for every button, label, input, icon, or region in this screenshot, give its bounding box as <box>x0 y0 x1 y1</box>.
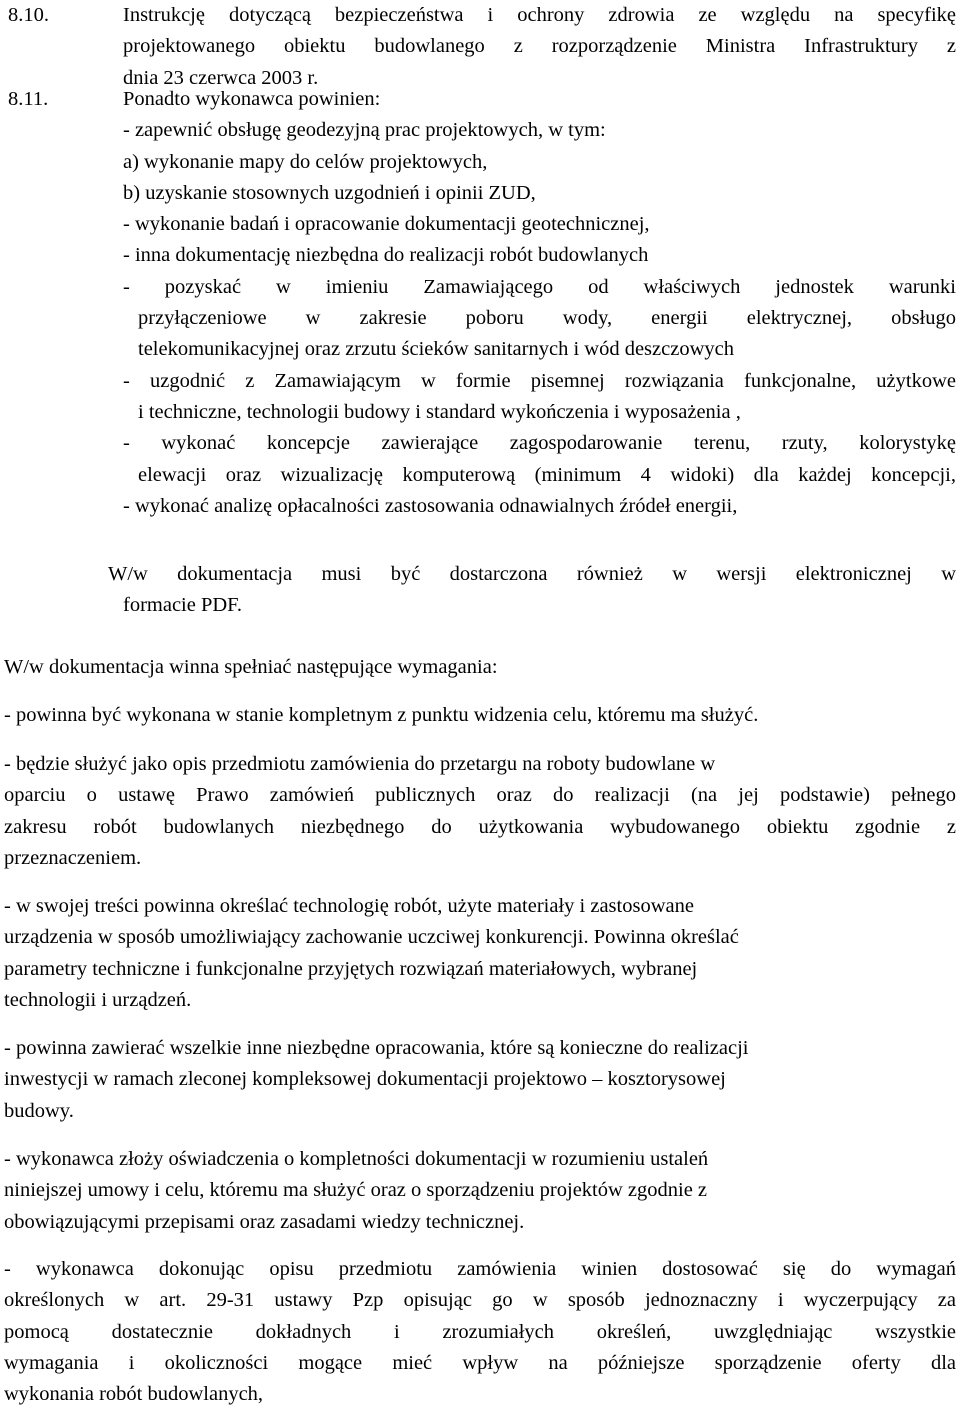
text-line: zakresu robót budowlanych niezbędnego do użytkowania wybudowanego obiektu zgodnie z <box>4 815 956 838</box>
text-line: Instrukcję dotyczącą bezpieczeństwa i ochrony zdrowia ze względu na specyfikę <box>123 4 956 26</box>
text-line: - w swojej treści powinna określać technologię robót, użyte materiały i zastosowane <box>4 895 694 917</box>
text-line: W/w dokumentacja musi być dostarczona również w wersji elektronicznej w <box>108 563 956 585</box>
text-line: wymagania i okoliczności mogące mieć wpływ na późniejsze sporządzenie oferty dla <box>4 1351 956 1374</box>
section-body <box>123 0 956 94</box>
text-line: określonych w art. 29-31 ustawy Pzp opisując go w sposób jednoznaczny i wyczerpujący za <box>4 1289 956 1312</box>
list-item: b) uzyskanie stosownych uzgodnień i opinii ZUD, <box>123 181 536 204</box>
section-8-10 <box>8 0 956 94</box>
list-item-continued: i techniczne, technologii budowy i standard wykończenia i wyposażenia , <box>138 400 741 423</box>
text-line: - powinna być wykonana w stanie kompletnym z punktu widzenia celu, któremu ma służyć. <box>4 704 759 726</box>
text-line: przeznaczeniem. <box>4 846 142 869</box>
text-line: obowiązującymi przepisami oraz zasadami wiedzy technicznej. <box>4 1210 525 1233</box>
requirement-paragraph <box>4 700 956 731</box>
requirement-paragraph <box>4 749 956 874</box>
text-line: technologii i urządzeń. <box>4 988 192 1011</box>
list-item: - wykonać koncepcje zawierające zagospodarowanie terenu, rzuty, kolorystykę <box>123 432 956 455</box>
requirement-paragraph <box>4 1033 956 1127</box>
list-item: - wykonać analizę opłacalności zastosowania odnawialnych źródeł energii, <box>123 494 738 517</box>
requirement-paragraph <box>4 891 956 1016</box>
pdf-note <box>108 559 956 622</box>
text-line: formacie PDF. <box>123 594 243 617</box>
text-line: Ponadto wykonawca powinien: <box>123 88 381 110</box>
text-line: - powinna zawierać wszelkie inne niezbędne opracowania, które są konieczne do realizacji <box>4 1037 749 1059</box>
list-item-continued: elewacji oraz wizualizację komputerową (minimum 4 widoki) dla każdej koncepcji, <box>138 463 956 486</box>
section-8-11 <box>8 84 956 522</box>
text-line: budowy. <box>4 1099 74 1122</box>
section-number: 8.10. <box>8 4 49 26</box>
list-item-continued: przyłączeniowe w zakresie poboru wody, energii elektrycznej, obsługo <box>138 307 956 330</box>
section-number: 8.11. <box>8 88 49 110</box>
list-item: - inna dokumentację niezbędna do realizacji robót budowlanych <box>123 244 649 267</box>
text-line: - będzie służyć jako opis przedmiotu zamówienia do przetargu na roboty budowlane w <box>4 753 716 775</box>
requirement-paragraph <box>4 1254 956 1410</box>
text-line: - wykonawca dokonując opisu przedmiotu zamówienia winien dostosować się do wymagań <box>4 1258 956 1280</box>
text-line: pomocą dostatecznie dokładnych i zrozumiałych określeń, uwzględniając wszystkie <box>4 1320 956 1343</box>
text-line: oparciu o ustawę Prawo zamówień publicznych oraz do realizacji (na jej podstawie) pełnego <box>4 784 956 807</box>
list-item: - zapewnić obsługę geodezyjną prac projektowych, w tym: <box>123 119 606 142</box>
text-line: - wykonawca złoży oświadczenia o kompletności dokumentacji w rozumieniu ustaleń <box>4 1148 709 1170</box>
section-body <box>123 84 956 522</box>
text-line: dnia 23 czerwca 2003 r. <box>123 66 319 89</box>
list-item: - wykonanie badań i opracowanie dokumentacji geotechnicznej, <box>123 213 650 236</box>
list-item: a) wykonanie mapy do celów projektowych, <box>123 150 488 173</box>
text-line: urządzenia w sposób umożliwiający zachowanie uczciwej konkurencji. Powinna określać <box>4 926 739 949</box>
text-line: inwestycji w ramach zleconej kompleksowej dokumentacji projektowo – kosztorysowej <box>4 1068 726 1091</box>
list-item: - pozyskać w imieniu Zamawiającego od właściwych jednostek warunki <box>123 275 956 298</box>
list-item: - uzgodnić z Zamawiającym w formie pisemnej rozwiązania funkcjonalne, użytkowe <box>123 369 956 392</box>
requirements-intro <box>4 652 956 683</box>
text-line: wykonania robót budowlanych, <box>4 1383 264 1406</box>
text-line: W/w dokumentacja winna spełniać następujące wymagania: <box>4 656 498 678</box>
list-item-continued: telekomunikacyjnej oraz zrzutu ścieków sanitarnych i wód deszczowych <box>138 338 734 361</box>
text-line: niniejszej umowy i celu, któremu ma służyć oraz o sporządzeniu projektów zgodnie z <box>4 1179 708 1202</box>
requirement-paragraph <box>4 1144 956 1238</box>
text-line: parametry techniczne i funkcjonalne przyjętych rozwiązań materiałowych, wybranej <box>4 957 698 980</box>
text-line: projektowanego obiektu budowlanego z rozporządzenie Ministra Infrastruktury z <box>123 35 956 58</box>
